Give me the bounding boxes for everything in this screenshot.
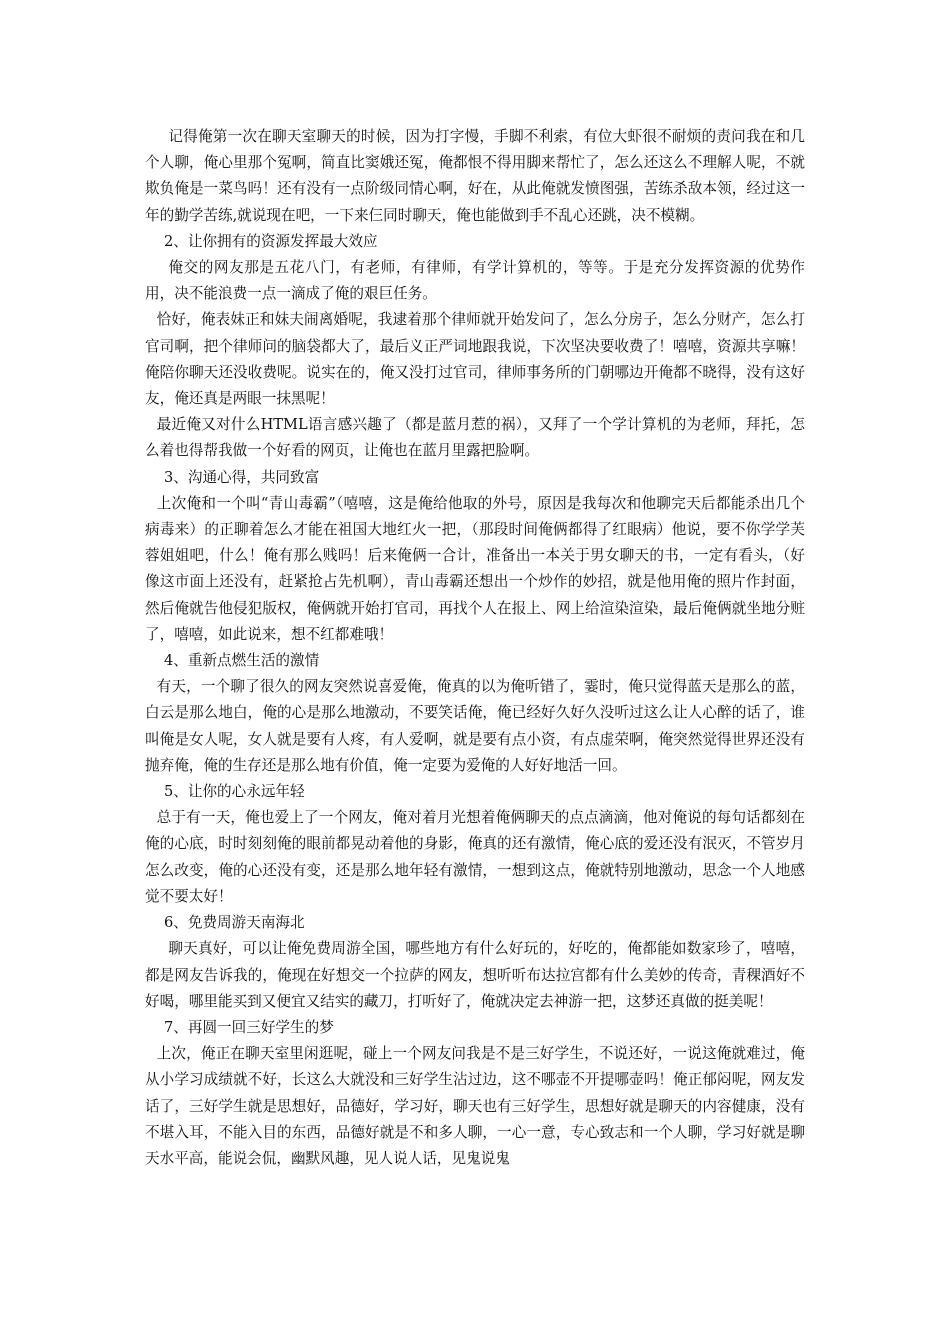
paragraph-intro: 记得俺第一次在聊天室聊天的时候，因为打字慢，手脚不利索，有位大虾很不耐烦的责问我在和几个人聊，俺心里那个冤啊，简直比窦娥还冤，俺都恨不得用脚来帮忙了，怎么还这么不理解人呢，不就欺负俺是一菜鸟吗！还有没有一点阶级同情心啊，好在，从此俺就发愤图强，苦练杀敌本领，经过这一年的勤学苦练,就说现在吧，一下来仨同时聊天，俺也能做到手不乱心还跳，决不模糊。 — [145, 128, 805, 224]
section-heading-5: 5、让你的心永远年轻 — [163, 783, 305, 801]
document-body — [145, 124, 805, 1172]
section-heading-4: 4、重新点燃生活的激情 — [163, 652, 320, 670]
paragraph-student: 上次，俺正在聊天室里闲逛呢，碰上一个网友问我是不是三好学生，不说还好，一说这俺就难过，俺从小学习成绩就不好，长这么大就没和三好学生沾过边，这不哪壶不开提哪壶吗！俺正郁闷呢，网友发话了，三好学生就是思想好，品德好，学习好，聊天也有三好学生，思想好就是聊天的内容健康，没有不堪入耳，不能入目的东西，品德好就是不和多人聊，一心一意，专心致志和一个人聊，学习好就是聊天水平高，能说会侃，幽默风趣，见人说人话，见鬼说鬼 — [145, 1045, 805, 1167]
section-heading-3: 3、沟通心得，共同致富 — [163, 468, 320, 486]
section-heading-2: 2、让你拥有的资源发挥最大效应 — [163, 232, 378, 250]
paragraph-travel: 聊天真好，可以让俺免费周游全国，哪些地方有什么好玩的，好吃的，俺都能如数家珍了，嘻嘻，都是网友告诉我的，俺现在好想交一个拉萨的网友，想听听布达拉宫都有什么美妙的传奇，青稞酒好不好喝，哪里能买到又便宜又结实的藏刀，打听好了，俺就决定去神游一把，这梦还真做的挺美呢！ — [145, 940, 805, 1010]
paragraph-young: 总于有一天，俺也爱上了一个网友，俺对着月光想着俺俩聊天的点点滴滴，他对俺说的每句话都刻在俺的心底，时时刻刻俺的眼前都晃动着他的身影，俺真的还有激情，俺心底的爱还没有泯灭，不管岁月怎么改变，俺的心还没有变，还是那么地年轻有激情，一想到这点，俺就特别地激动，思念一个人地感觉不要太好！ — [145, 809, 805, 905]
paragraph-html: 最近俺又对什么HTML语言感兴趣了（都是蓝月惹的祸），又拜了一个学计算机的为老师，拜托，怎么着也得帮我做一个好看的网页，让俺也在蓝月里露把脸啊。 — [145, 416, 805, 460]
paragraph-passion: 有天，一个聊了很久的网友突然说喜爱俺，俺真的以为俺听错了，霎时，俺只觉得蓝天是那么的蓝，白云是那么地白，俺的心是那么地激动，不要笑话俺，俺已经好久好久没听过这么让人心醉的话了，谁叫俺是女人呢，女人就是要有人疼，有人爱啊，就是要有点小资，有点虚荣啊，俺突然觉得世界还没有抛弃俺，俺的生存还是那么地有价值，俺一定要为爱俺的人好好地活一回。 — [145, 678, 805, 774]
section-heading-6: 6、免费周游天南海北 — [163, 914, 305, 932]
paragraph-resources: 俺交的网友那是五花八门，有老师，有律师，有学计算机的，等等。于是充分发挥资源的优势作用，决不能浪费一点一滴成了俺的艰巨任务。 — [145, 259, 805, 303]
paragraph-book: 上次俺和一个叫“青山毒霸”（嘻嘻，这是俺给他取的外号，原因是我每次和他聊完天后都能杀出几个病毒来）的正聊着怎么才能在祖国大地红火一把，（那段时间俺俩都得了红眼病）他说，要不你学学芙蓉姐姐吧，什么！俺有那么贱吗！后来俺俩一合计，准备出一本关于男女聊天的书，一定有看头，（好像这市面上还没有，赶紧抢占先机啊），青山毒霸还想出一个炒作的妙招，就是他用俺的照片作封面，然后俺就告他侵犯版权，俺俩就开始打官司，再找个人在报上、网上给渲染渲染，最后俺俩就坐地分赃了，嘻嘻，如此说来，想不红都难哦！ — [145, 494, 805, 643]
section-heading-7: 7、再圆一回三好学生的梦 — [163, 1018, 334, 1036]
paragraph-lawyer: 恰好，俺表妹正和妹夫闹离婚呢，我逮着那个律师就开始发问了，怎么分房子，怎么分财产，怎么打官司啊，把个律师问的脑袋都大了，最后义正严词地跟我说，下次坚决要收费了！嘻嘻，资源共享嘛！俺陪你聊天还没收费呢。说实在的，俺又没打过官司，律师事务所的门朝哪边开俺都不晓得，没有这好友，俺还真是两眼一抹黑呢！ — [145, 311, 805, 408]
